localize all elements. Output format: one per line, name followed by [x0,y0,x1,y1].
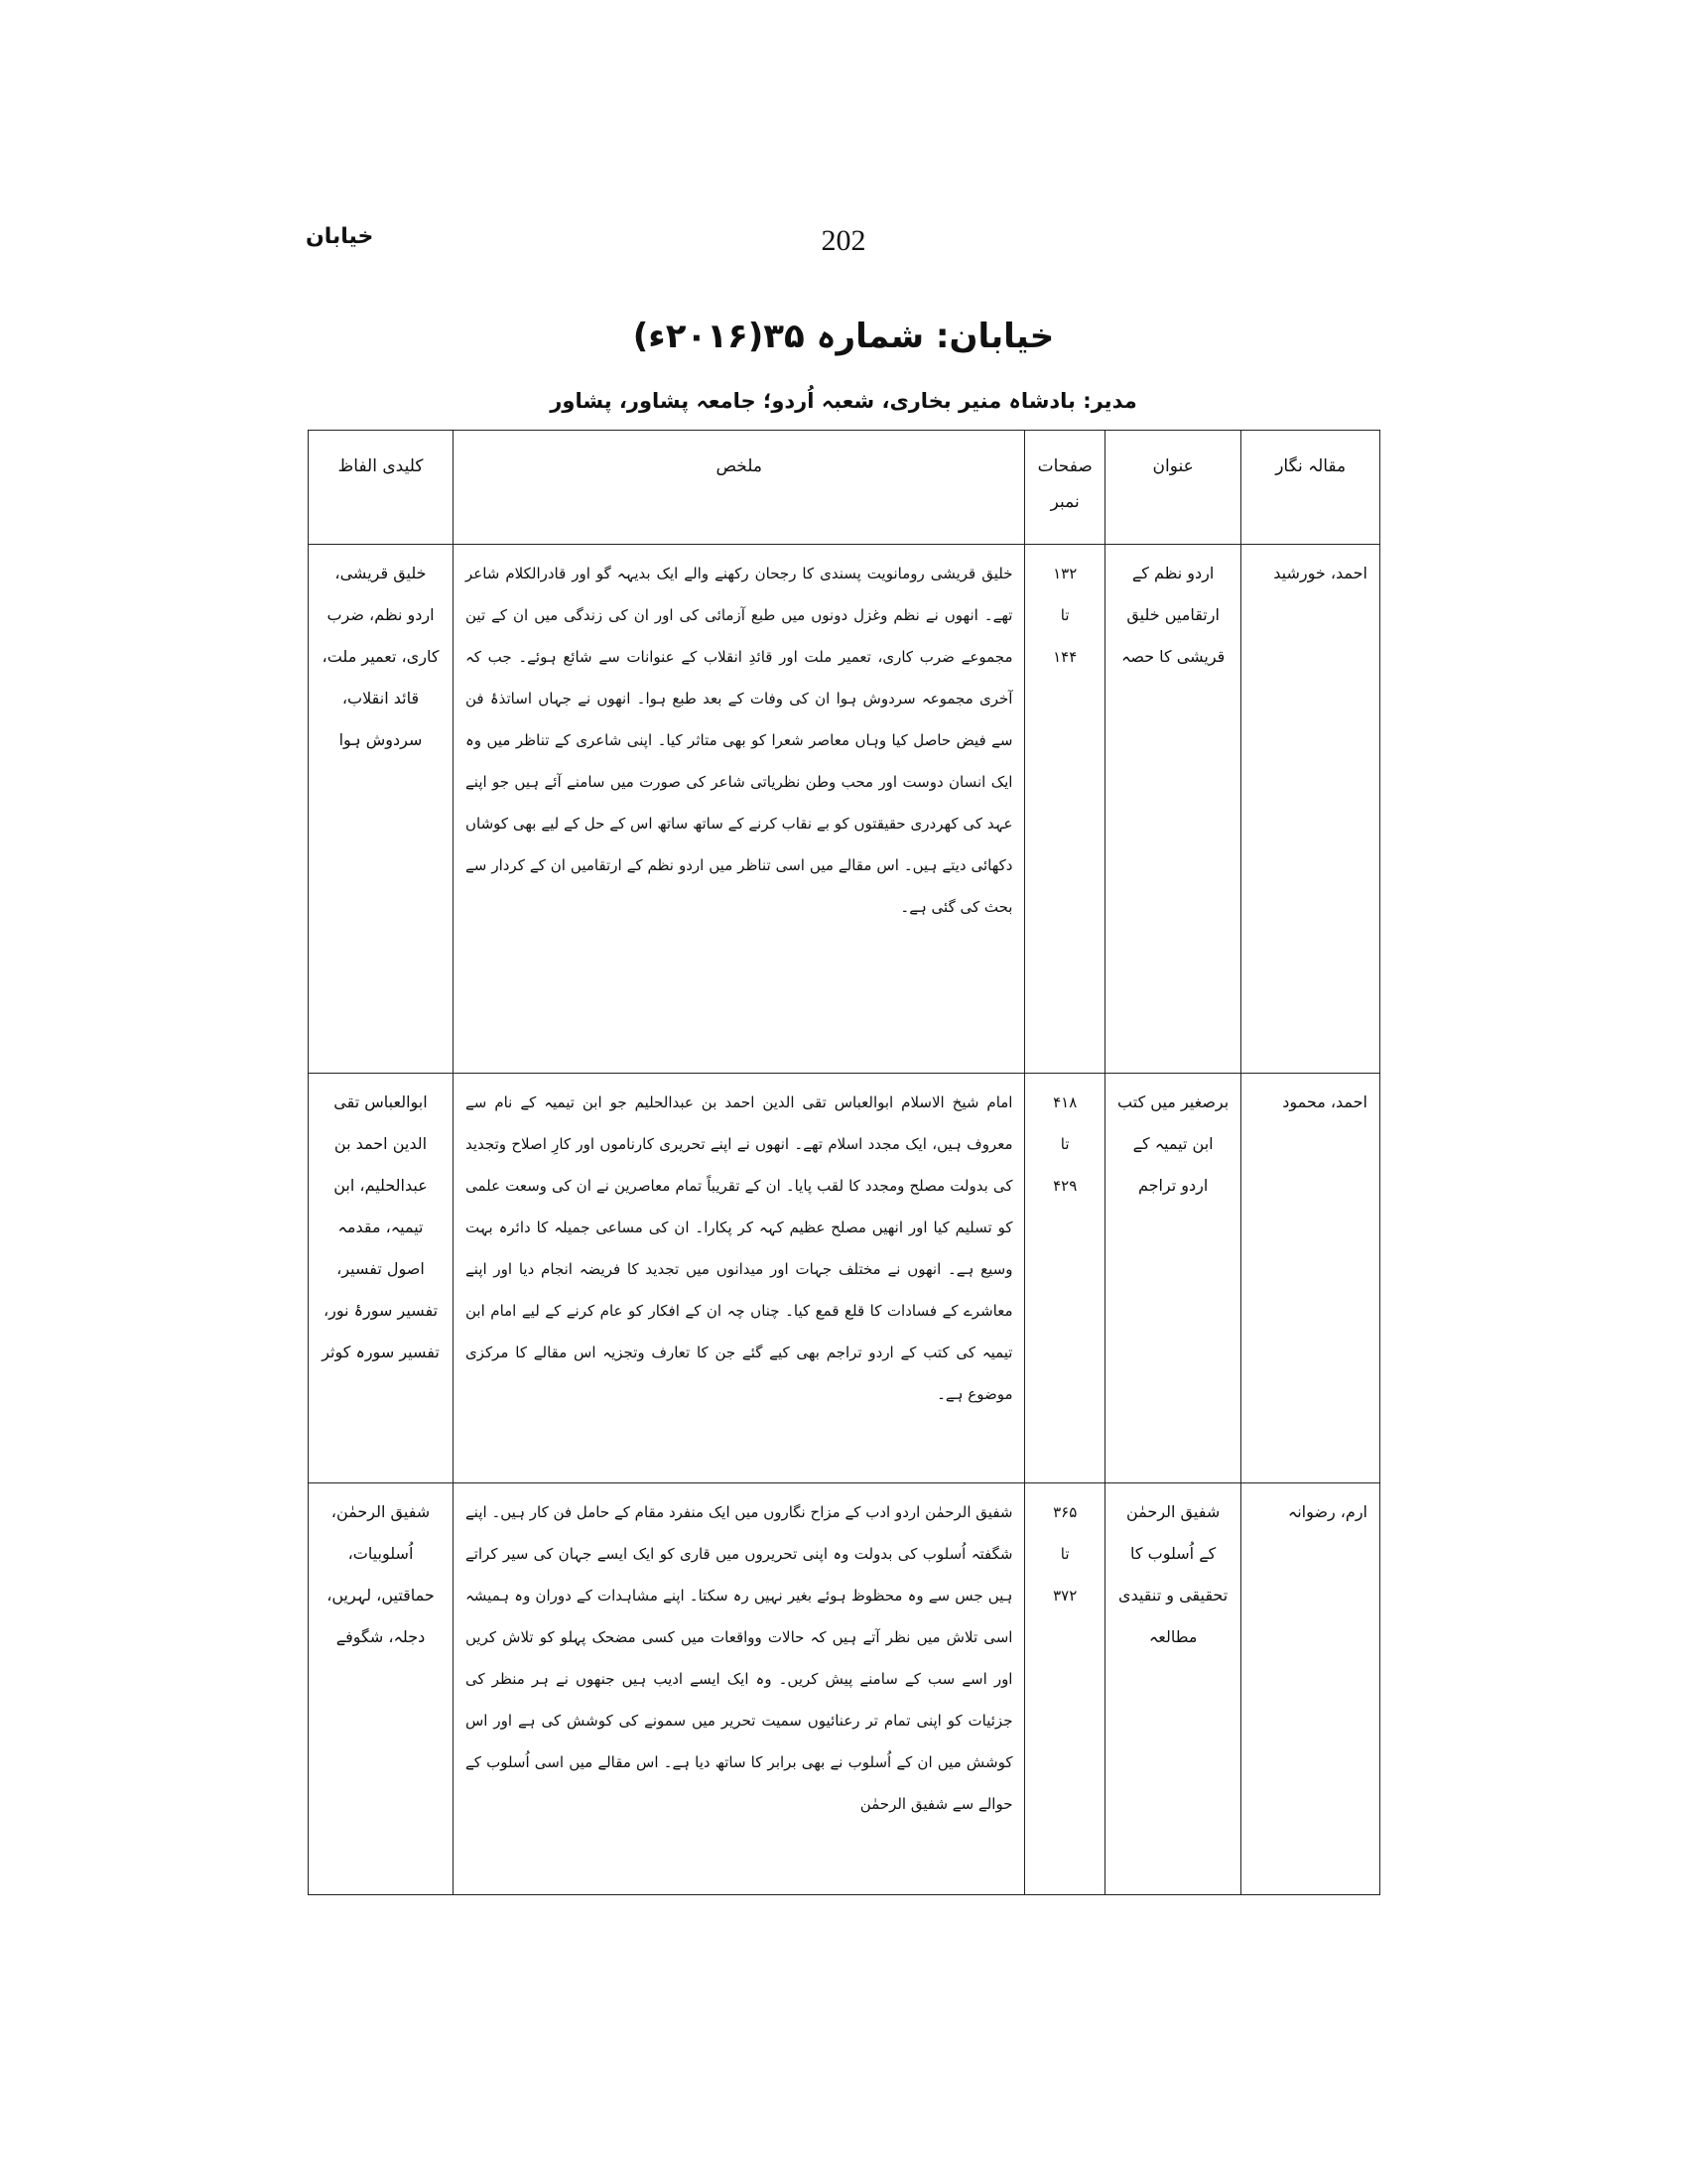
table-header-row [309,431,1380,545]
pages-cell [1025,1483,1104,1895]
title-cell: اردو نظم کے ارتقامیں خلیق قریشی کا حصہ [1104,545,1241,1074]
table-row [309,545,1380,1074]
header-keywords: کلیدی الفاظ [309,431,454,545]
header-pages: صفحات نمبر [1025,431,1104,545]
pages-cell [1025,1074,1104,1483]
pages-cell [1025,545,1104,1074]
page-number: 202 [821,224,866,257]
title-cell: شفیق الرحمٰن کے اُسلوب کا تحقیقی و تنقیدی مطالعہ [1104,1483,1241,1895]
journal-title: خیابان: شمارہ ۳۵(۲۰۱۶ء) [632,317,1055,356]
title-cell: برصغیر میں کتب ابن تیمیہ کے اردو تراجم [1104,1074,1241,1483]
pages-to: ۳۷۲ [1053,1587,1078,1605]
pages-from: ۴۱۸ [1053,1093,1078,1111]
table-row [309,1074,1380,1483]
pages-separator: تا [1060,1135,1070,1153]
author-cell: احمد، خورشید [1241,545,1380,1074]
editor-line: مدیر: بادشاہ منیر بخاری، شعبہ اُردو؛ جامعہ پشاور، پشاور [550,389,1137,413]
table-row [309,1483,1380,1895]
header-title: عنوان [1104,431,1241,545]
author-cell: احمد، محمود [1241,1074,1380,1483]
summary-cell: شفیق الرحمٰن اردو ادب کے مزاح نگاروں میں ایک منفرد مقام کے حامل فن کار ہیں۔ اپنے شگفتہ اُسلوب کی بدولت وہ اپنی تحریروں میں قاری کو ایک ایسے جہان کی سیر کراتے ہیں جس سے وہ محظوظ ہوئے بغیر نہیں رہ سکتا۔ اپنے مشاہدات کے دوران وہ ہمیشہ اسی تلاش میں نظر آتے ہیں کہ حالات وواقعات میں کسی مضحک پہلو کو تلاش کریں اور اسے سب کے سامنے پیش کریں۔ وہ ایک ایسے ادیب ہیں جنھوں نے ہر منظر کی جزئیات کو اپنی تمام تر رعنائیوں سمیت تحریر میں سمونے کی کوشش کی ہے اور اس کوشش میں ان کے اُسلوب نے بھی برابر کا ساتھ دیا ہے۔ اس مقالے میں اسی اُسلوب کے حوالے سے شفیق الرحمٰن [454,1483,1025,1895]
pages-to: ۱۴۴ [1053,648,1078,666]
running-header: خیابان [306,224,374,249]
pages-separator: تا [1060,1545,1070,1563]
keywords-cell: ابوالعباس تقی الدین احمد بن عبدالحلیم، ابن تیمیہ، مقدمہ اصول تفسیر، تفسیر سورۂ نور، تفسیر سورہ کوثر [309,1074,454,1483]
summary-cell: امام شیخ الاسلام ابوالعباس تقی الدین احمد بن عبدالحلیم جو ابن تیمیہ کے نام سے معروف ہیں، ایک مجدد اسلام تھے۔ انھوں نے اپنے تحریری کارناموں اور کارِ اصلاح وتجدید کی بدولت مصلح ومجدد کا لقب پایا۔ ان کے تقریباً تمام معاصرین نے ان کی وسعت علمی کو تسلیم کیا اور انھیں مصلح عظیم کہہ کر پکارا۔ ان کی مساعی جمیلہ کا دائرہ بہت وسیع ہے۔ انھوں نے مختلف جہات اور میدانوں میں تجدید کا فریضہ انجام دیا اور اپنے معاشرے کے فسادات کا قلع قمع کیا۔ چناں چہ ان کے افکار کو عام کرنے کے لیے امام ابن تیمیہ کی کتب کے اردو تراجم بھی کیے گئے جن کا تعارف وتجزیہ اس مقالے کا مرکزی موضوع ہے۔ [454,1074,1025,1483]
article-index-table [308,430,1380,1895]
pages-from: ۳۶۵ [1053,1503,1078,1521]
pages-to: ۴۲۹ [1053,1177,1078,1195]
keywords-cell: خلیق قریشی، اردو نظم، ضرب کاری، تعمیر ملت، قائد انقلاب، سردوش ہوا [309,545,454,1074]
summary-cell: خلیق قریشی رومانویت پسندی کا رجحان رکھنے والے ایک بدیہہ گو اور قادرالکلام شاعر تھے۔ انھوں نے نظم وغزل دونوں میں طبع آزمائی کی اور ان کی زندگی میں ان کے تین مجموعے ضرب کاری، تعمیر ملت اور قائدِ انقلاب کے عنوانات سے شائع ہوئے۔ جب کہ آخری مجموعہ سردوش ہوا ان کی وفات کے بعد طبع ہوا۔ انھوں نے جہاں اساتذۂ فن سے فیض حاصل کیا وہاں معاصر شعرا کو بھی متاثر کیا۔ اپنی شاعری کے تناظر میں وہ ایک انسان دوست اور محب وطن نظریاتی شاعر کی صورت میں سامنے آئے ہیں جو اپنے عہد کی کھردری حقیقتوں کو بے نقاب کرنے کے ساتھ ساتھ اس کے حل کے لیے بھی کوشاں دکھائی دیتے ہیں۔ اس مقالے میں اسی تناظر میں اردو نظم کے ارتقامیں ان کے کردار سے بحث کی گئی ہے۔ [454,545,1025,1074]
pages-from: ۱۳۲ [1053,565,1078,582]
keywords-cell: شفیق الرحمٰن، اُسلوبیات، حماقتیں، لہریں، دجلہ، شگوفے [309,1483,454,1895]
author-cell: ارم، رضوانہ [1241,1483,1380,1895]
header-summary: ملخص [454,431,1025,545]
pages-separator: تا [1060,606,1070,624]
header-author: مقالہ نگار [1241,431,1380,545]
